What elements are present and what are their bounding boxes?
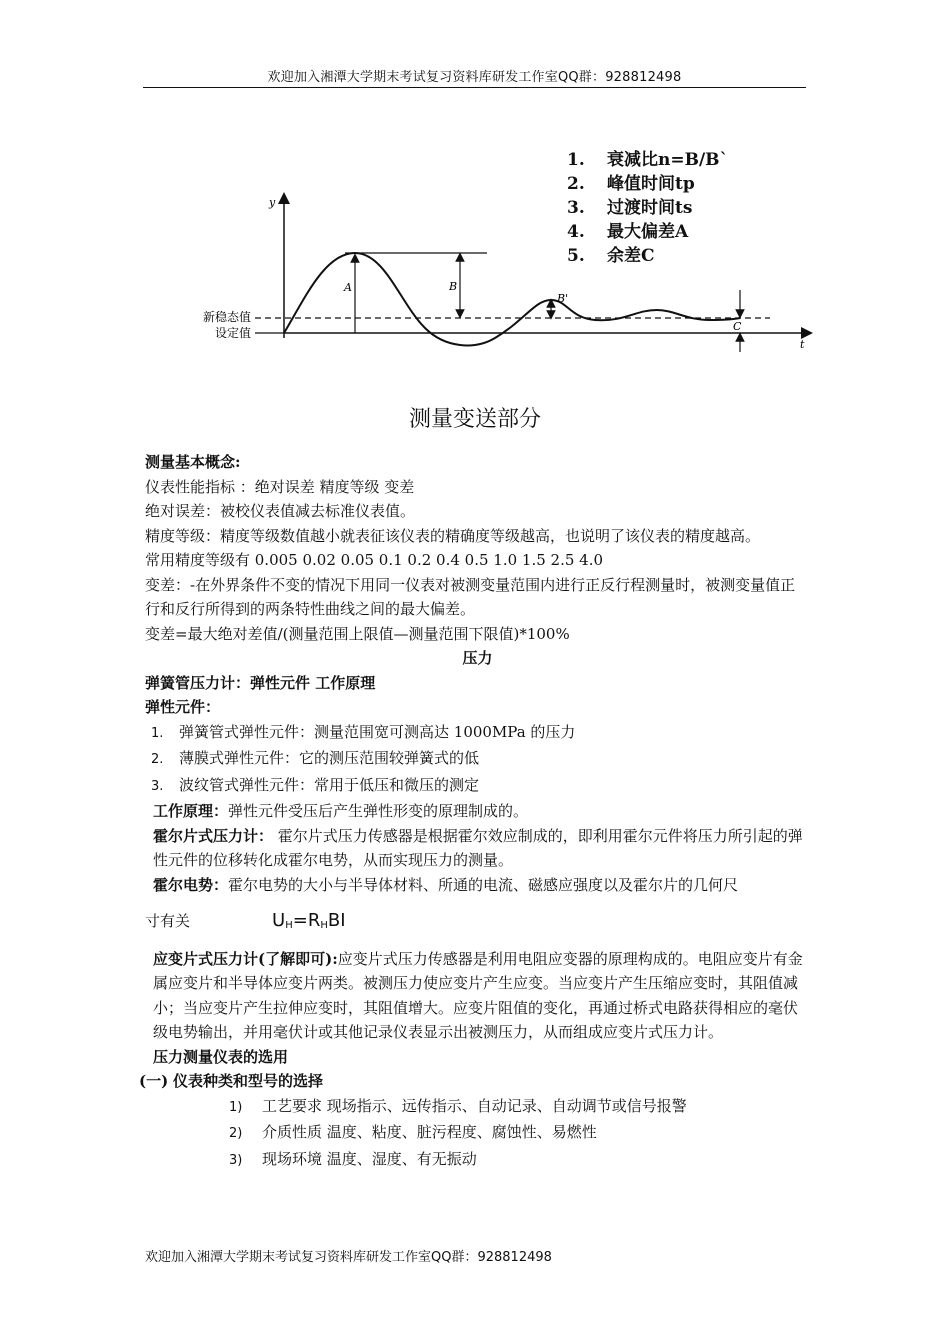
response-curve-figure: [195, 138, 855, 368]
common-levels-line: 常用精度等级有 0.005 0.02 0.05 0.1 0.2 0.4 0.5 1.0 1.5 2.5 4.0: [145, 551, 604, 569]
new-steady-label: 新稳态值: [203, 310, 252, 324]
B2-label: B': [557, 292, 569, 305]
selection-heading: 压力测量仪表的选用: [153, 1047, 289, 1066]
list-num: 1): [229, 1099, 243, 1115]
emf-text-cont: 寸有关: [145, 912, 191, 930]
list-item: [145, 773, 810, 800]
page-footer: 欢迎加入湘潭大学期末考试复习资料库研发工作室QQ群：928812498: [145, 1250, 552, 1265]
emf-text: 霍尔电势的大小与半导体材料、所通的电流、磁感应强度以及霍尔片的几何尺: [228, 875, 739, 894]
list-num: 3): [229, 1152, 243, 1168]
legend-num: 1.: [567, 150, 585, 170]
basic-concepts-heading: 测量基本概念:: [145, 453, 241, 471]
legend-item: [567, 196, 728, 220]
formula-sub: H: [320, 920, 328, 931]
indicators-line: 仪表性能指标 ：绝对误差 精度等级 变差: [145, 477, 415, 496]
abs-error-line: 绝对误差：被校仪表值减去标准仪表值。: [145, 502, 416, 520]
figure-legend: [567, 148, 728, 268]
legend-item: [567, 148, 728, 172]
formula-part: U: [272, 910, 286, 931]
emf-label: 霍尔电势：: [153, 875, 229, 894]
hall-formula: [272, 909, 346, 939]
A-label: A: [344, 281, 352, 294]
legend-num: 2.: [567, 174, 585, 194]
principle-line: [145, 799, 810, 824]
legend-item: [567, 220, 728, 244]
list-num: 2.: [151, 752, 164, 767]
list-item: [145, 720, 810, 747]
elastic-list: [145, 720, 810, 800]
list-item: [145, 1120, 810, 1147]
legend-text: 峰值时间tp: [607, 174, 695, 194]
legend-text: 过渡时间ts: [607, 198, 693, 218]
legend-num: 4.: [567, 222, 585, 242]
accuracy-paragraph: 精度等级：精度等级数值越小就表征该仪表的精确度等级越高，也说明了该仪表的精度越高。: [145, 526, 761, 545]
list-num: 1.: [151, 725, 164, 741]
formula-sub: H: [285, 920, 293, 931]
legend-item: [567, 244, 728, 268]
list-item: [145, 746, 810, 773]
legend-num: 5.: [567, 246, 585, 266]
y-axis-label: y: [269, 196, 276, 209]
variation-paragraph: 变差：-在外界条件不变的情况下用同一仪表对被测变量范围内进行正反行程测量时，被测变量值正行和反行所得到的两条特性曲线之间的最大偏差。: [145, 575, 796, 618]
list-item: [145, 1094, 810, 1121]
list-text: 波纹管式弹性元件：常用于低压和微压的测定: [179, 775, 480, 794]
legend-text: 余差C: [607, 246, 655, 266]
B-label: B: [449, 280, 458, 293]
hall-label: 霍尔片式压力计：: [153, 826, 274, 845]
legend-text: 衰减比n=B/B`: [607, 150, 729, 170]
list-text: 弹簧管式弹性元件：测量范围宽可测高达 1000MPa 的压力: [179, 722, 576, 741]
hall-paragraph: [145, 824, 810, 873]
list-text: 现场环境 温度、湿度、有无振动: [262, 1149, 477, 1168]
document-body: [139, 450, 810, 1173]
spring-tube-line: 弹簧管压力计：弹性元件 工作原理: [145, 673, 376, 692]
formula-part: BI: [327, 910, 346, 931]
list-item: [145, 1147, 810, 1174]
principle-text: 弹性元件受压后产生弹性形变的原理制成的。: [228, 802, 529, 820]
pressure-heading: 压力: [462, 649, 493, 667]
setpoint-label: 设定值: [215, 326, 252, 340]
strain-label: 应变片式压力计(了解即可):: [153, 949, 338, 968]
sub-num: (一): [139, 1072, 169, 1090]
selection-list: [145, 1094, 810, 1174]
list-num: 3.: [151, 778, 164, 794]
section-title: 测量变送部分: [408, 407, 541, 432]
principle-label: 工作原理：: [153, 802, 229, 820]
elastic-heading: 弹性元件：: [145, 698, 221, 716]
sub-heading-line: [139, 1069, 810, 1094]
hall-text: 霍尔片式压力传感器是根据霍尔效应制成的，即利用霍尔元件将压力所引起的弹性元件的位移转化成霍尔电势，从而实现压力的测量。: [153, 826, 803, 869]
strain-text: 应变片式压力传感器是利用电阻应变器的原理构成的。电阻应变片有金属应变片和半导体应变片两类。被测压力使应变片产生应变。当应变片产生压缩应变时，其阻值减小；当应变片产生拉伸应变时，其阻值增大。应变片阻值的变化，再通过桥式电路获得相应的毫伏级电势输出，并用毫伏计或其他记录仪表显示出被测压力，从而组成应变片式压力计。: [153, 949, 803, 1041]
header-rule: [143, 87, 806, 88]
page-header: 欢迎加入湘潭大学期末考试复习资料库研发工作室QQ群：928812498: [267, 70, 682, 85]
C-label: C: [733, 320, 742, 333]
legend-num: 3.: [567, 198, 585, 218]
t-axis-label: t: [800, 338, 805, 351]
list-text: 薄膜式弹性元件：它的测压范围较弹簧式的低: [179, 749, 480, 767]
formula-part: =R: [292, 910, 321, 931]
legend-text: 最大偏差A: [607, 222, 689, 242]
legend-item: [567, 172, 728, 196]
list-text: 介质性质 温度、粘度、脏污程度、腐蚀性、易燃性: [262, 1123, 597, 1141]
emf-paragraph: [145, 873, 810, 898]
sub-heading: 仪表种类和型号的选择: [173, 1072, 324, 1090]
variation-formula: 变差=最大绝对差值/(测量范围上限值—测量范围下限值)*100%: [145, 624, 570, 643]
list-num: 2): [229, 1126, 243, 1141]
list-text: 工艺要求 现场指示、远传指示、自动记录、自动调节或信号报警: [262, 1096, 687, 1115]
emf-formula-line: [145, 909, 810, 939]
strain-paragraph: [145, 947, 810, 1045]
